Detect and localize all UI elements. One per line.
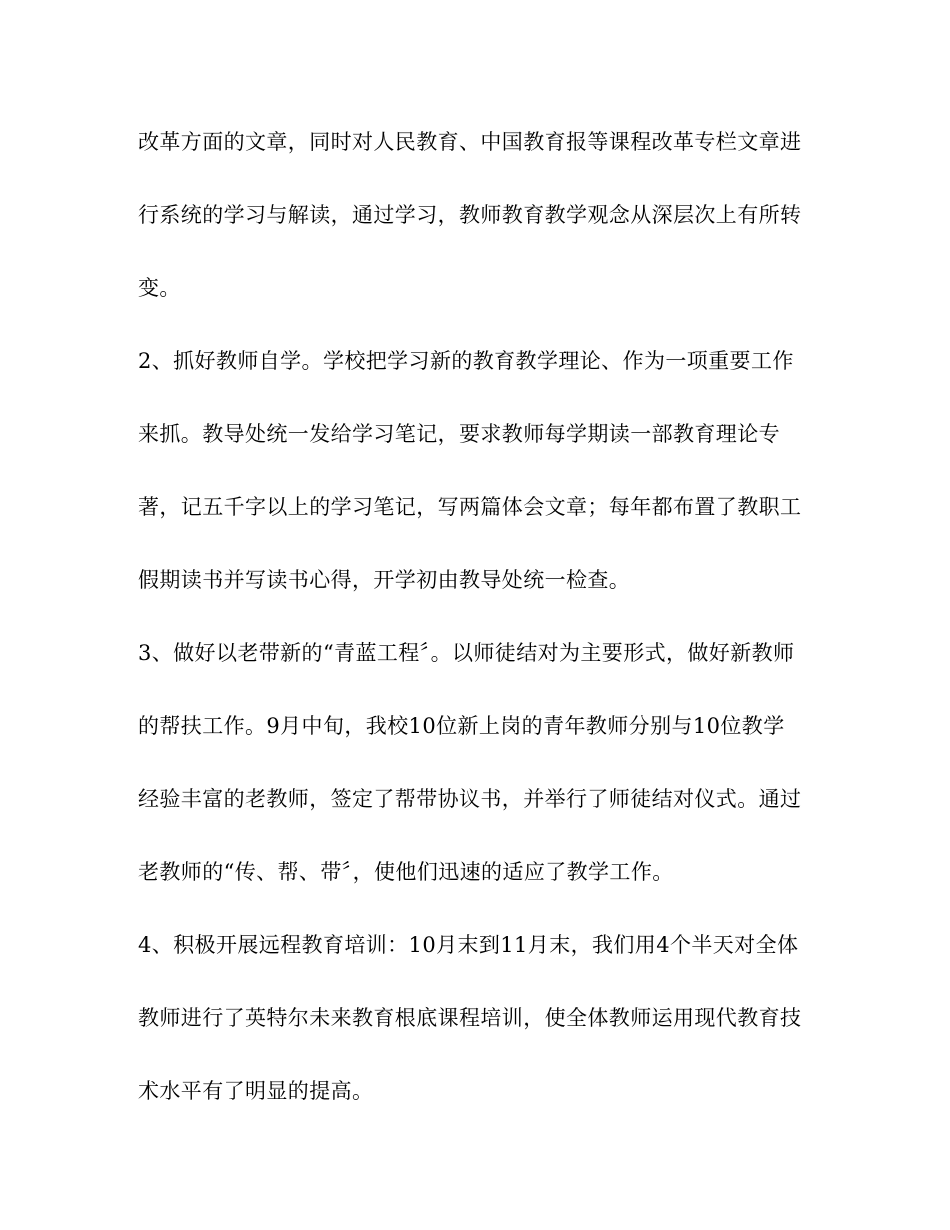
text-line: 行系统的学习与解读，通过学习，教师教育教学观念从深层次上有所转 (138, 203, 802, 227)
text-line: 经验丰富的老教师，签定了帮带协议书，并举行了师徒结对仪式。通过 (138, 787, 802, 811)
text-line: 术水平有了明显的提高。 (138, 1079, 374, 1103)
text-line: 假期读书并写读书心得，开学初由教导处统一检查。 (138, 568, 631, 592)
text-line: 改革方面的文章，同时对人民教育、中国教育报等课程改革专栏文章进 (138, 130, 802, 154)
text-line: 4、积极开展远程教育培训：10月末到11月末，我们用4个半天对全体 (138, 933, 799, 957)
text-line: 教师进行了英特尔未来教育根底课程培训，使全体教师运用现代教育技 (138, 1006, 802, 1030)
text-line: 来抓。教导处统一发给学习笔记，要求教师每学期读一部教育理论专 (138, 422, 780, 446)
text-line: 著，记五千字以上的学习笔记，写两篇体会文章；每年都布置了教职工 (138, 495, 802, 519)
text-line: 的帮扶工作。9月中旬，我校10位新上岗的青年教师分别与10位教学 (138, 714, 785, 738)
text-line: 变。 (138, 276, 181, 300)
text-line: 2、抓好教师自学。学校把学习新的教育教学理论、作为一项重要工作 (138, 349, 794, 373)
text-line: 3、做好以老带新的“青蓝工程〞。以师徒结对为主要形式，做好新教师 (138, 641, 795, 665)
text-line: 老教师的“传、帮、带〞，使他们迅速的适应了教学工作。 (138, 860, 674, 884)
